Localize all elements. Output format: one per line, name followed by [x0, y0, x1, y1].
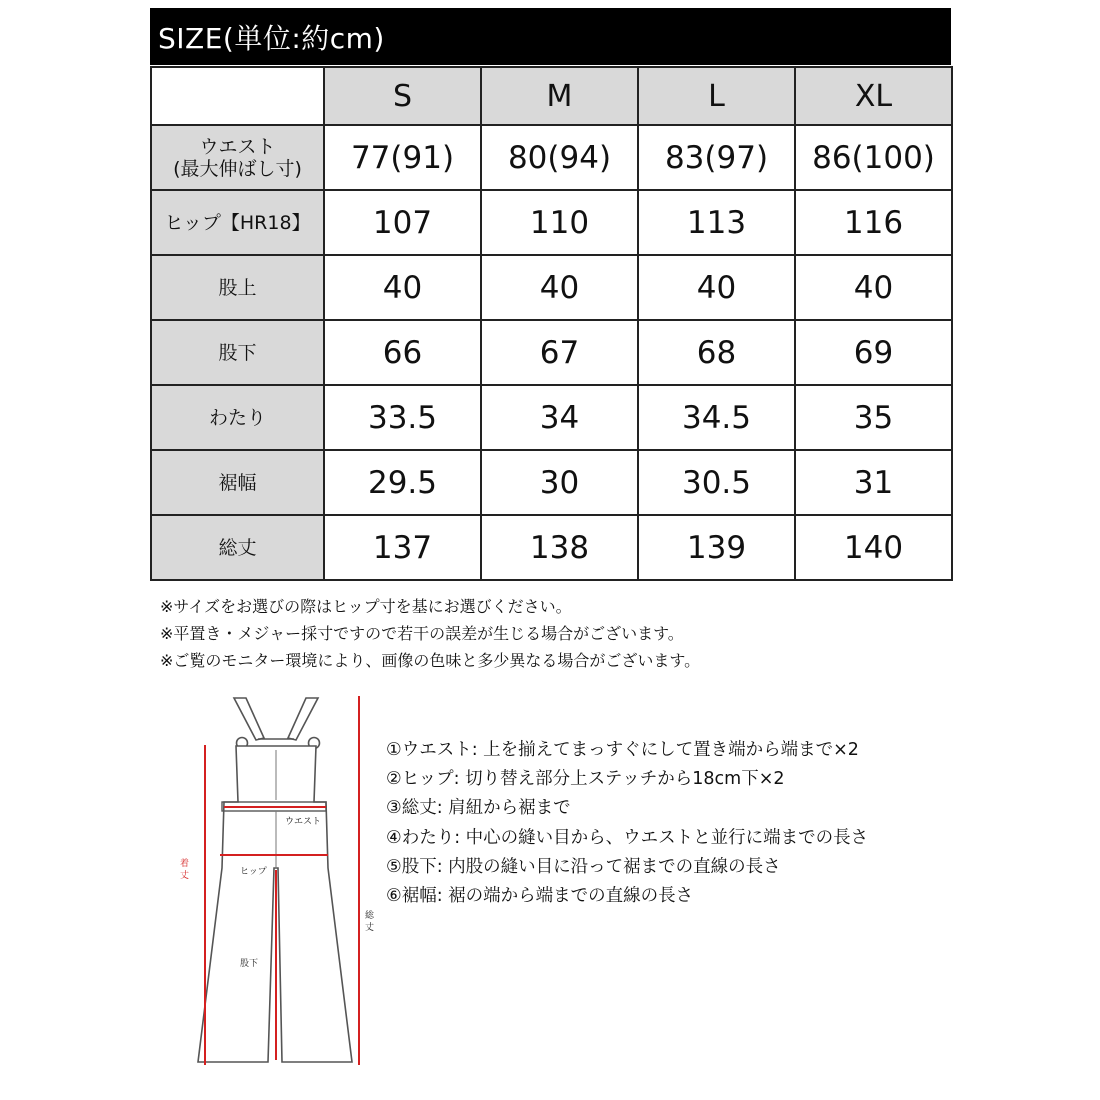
- row-label-line2: (最大伸ばし寸): [173, 157, 302, 180]
- table-cell: 30: [481, 450, 638, 515]
- table-cell: 68: [638, 320, 795, 385]
- table-row-rise: [151, 255, 952, 320]
- table-cell: 140: [795, 515, 952, 580]
- table-cell: 86(100): [795, 125, 952, 190]
- table-cell: 110: [481, 190, 638, 255]
- label-waist: ウエスト: [285, 817, 322, 827]
- label-length-right-2: 丈: [365, 923, 375, 933]
- table-cell: 40: [638, 255, 795, 320]
- table-cell: 34.5: [638, 385, 795, 450]
- column-header-s: S: [324, 67, 481, 125]
- table-row-thigh: [151, 385, 952, 450]
- table-cell: 83(97): [638, 125, 795, 190]
- table-cell: 116: [795, 190, 952, 255]
- overalls-diagram: [160, 690, 390, 1065]
- column-header-xl: XL: [795, 67, 952, 125]
- table-cell: 139: [638, 515, 795, 580]
- table-cell: 137: [324, 515, 481, 580]
- table-cell: 35: [795, 385, 952, 450]
- table-cell: 30.5: [638, 450, 795, 515]
- header-corner: [151, 67, 324, 125]
- table-cell: 33.5: [324, 385, 481, 450]
- table-cell: 31: [795, 450, 952, 515]
- note-line: ※平置き・メジャー採寸ですので若干の誤差が生じる場合がございます。: [160, 624, 684, 643]
- table-cell: 67: [481, 320, 638, 385]
- table-row-waist: [151, 125, 952, 190]
- table-cell: 80(94): [481, 125, 638, 190]
- table-cell: 40: [795, 255, 952, 320]
- label-length-left-1: 着: [180, 859, 190, 869]
- row-label-rise: 股上: [151, 255, 324, 320]
- table-cell: 34: [481, 385, 638, 450]
- legend-item: ①ウエスト: 上を揃えてまっすぐにして置き端から端まで×2: [386, 740, 859, 760]
- legend-item: ⑥裾幅: 裾の端から端までの直線の長さ: [386, 886, 694, 907]
- row-label-inseam: 股下: [151, 320, 324, 385]
- label-length-right-1: 総: [365, 911, 375, 921]
- column-header-m: M: [481, 67, 638, 125]
- table-row-hem-width: [151, 450, 952, 515]
- table-cell: 29.5: [324, 450, 481, 515]
- notes: [160, 593, 700, 674]
- overalls-straps: [234, 698, 318, 740]
- table-row-hip: [151, 190, 952, 255]
- measurement-legend: [386, 736, 868, 911]
- row-label-total-length: 総丈: [151, 515, 324, 580]
- table-cell: 107: [324, 190, 481, 255]
- note-line: ※ご覧のモニター環境により、画像の色味と多少異なる場合がございます。: [160, 651, 701, 670]
- table-header-row: [151, 67, 952, 125]
- table-cell: 138: [481, 515, 638, 580]
- row-label-thigh: わたり: [151, 385, 324, 450]
- size-table: [150, 66, 953, 581]
- label-hip: ヒップ: [240, 867, 267, 877]
- row-label-waist: [151, 125, 324, 190]
- column-header-l: L: [638, 67, 795, 125]
- table-cell: 77(91): [324, 125, 481, 190]
- note-line: ※サイズをお選びの際はヒップ寸を基にお選びください。: [160, 597, 572, 616]
- table-row-inseam: [151, 320, 952, 385]
- legend-item: ④わたり: 中心の縫い目から、ウエストと並行に端までの長さ: [386, 827, 869, 848]
- row-label-hip: ヒップ【HR18】: [151, 190, 324, 255]
- table-cell: 66: [324, 320, 481, 385]
- legend-item: ②ヒップ: 切り替え部分上ステッチから18cm下×2: [386, 769, 785, 790]
- table-cell: 113: [638, 190, 795, 255]
- title-text: SIZE(単位:約cm): [158, 21, 385, 55]
- row-label-hem-width: 裾幅: [151, 450, 324, 515]
- legend-item: ③総丈: 肩紐から裾まで: [386, 798, 571, 819]
- page-title: [150, 8, 951, 65]
- table-row-total-length: [151, 515, 952, 580]
- table-cell: 40: [481, 255, 638, 320]
- table-cell: 69: [795, 320, 952, 385]
- row-label-line1: ウエスト: [199, 135, 276, 158]
- table-cell: 40: [324, 255, 481, 320]
- legend-item: ⑤股下: 内股の縫い目に沿って裾までの直線の長さ: [386, 856, 781, 877]
- label-length-left-2: 丈: [180, 871, 190, 881]
- label-inseam: 股下: [240, 959, 259, 969]
